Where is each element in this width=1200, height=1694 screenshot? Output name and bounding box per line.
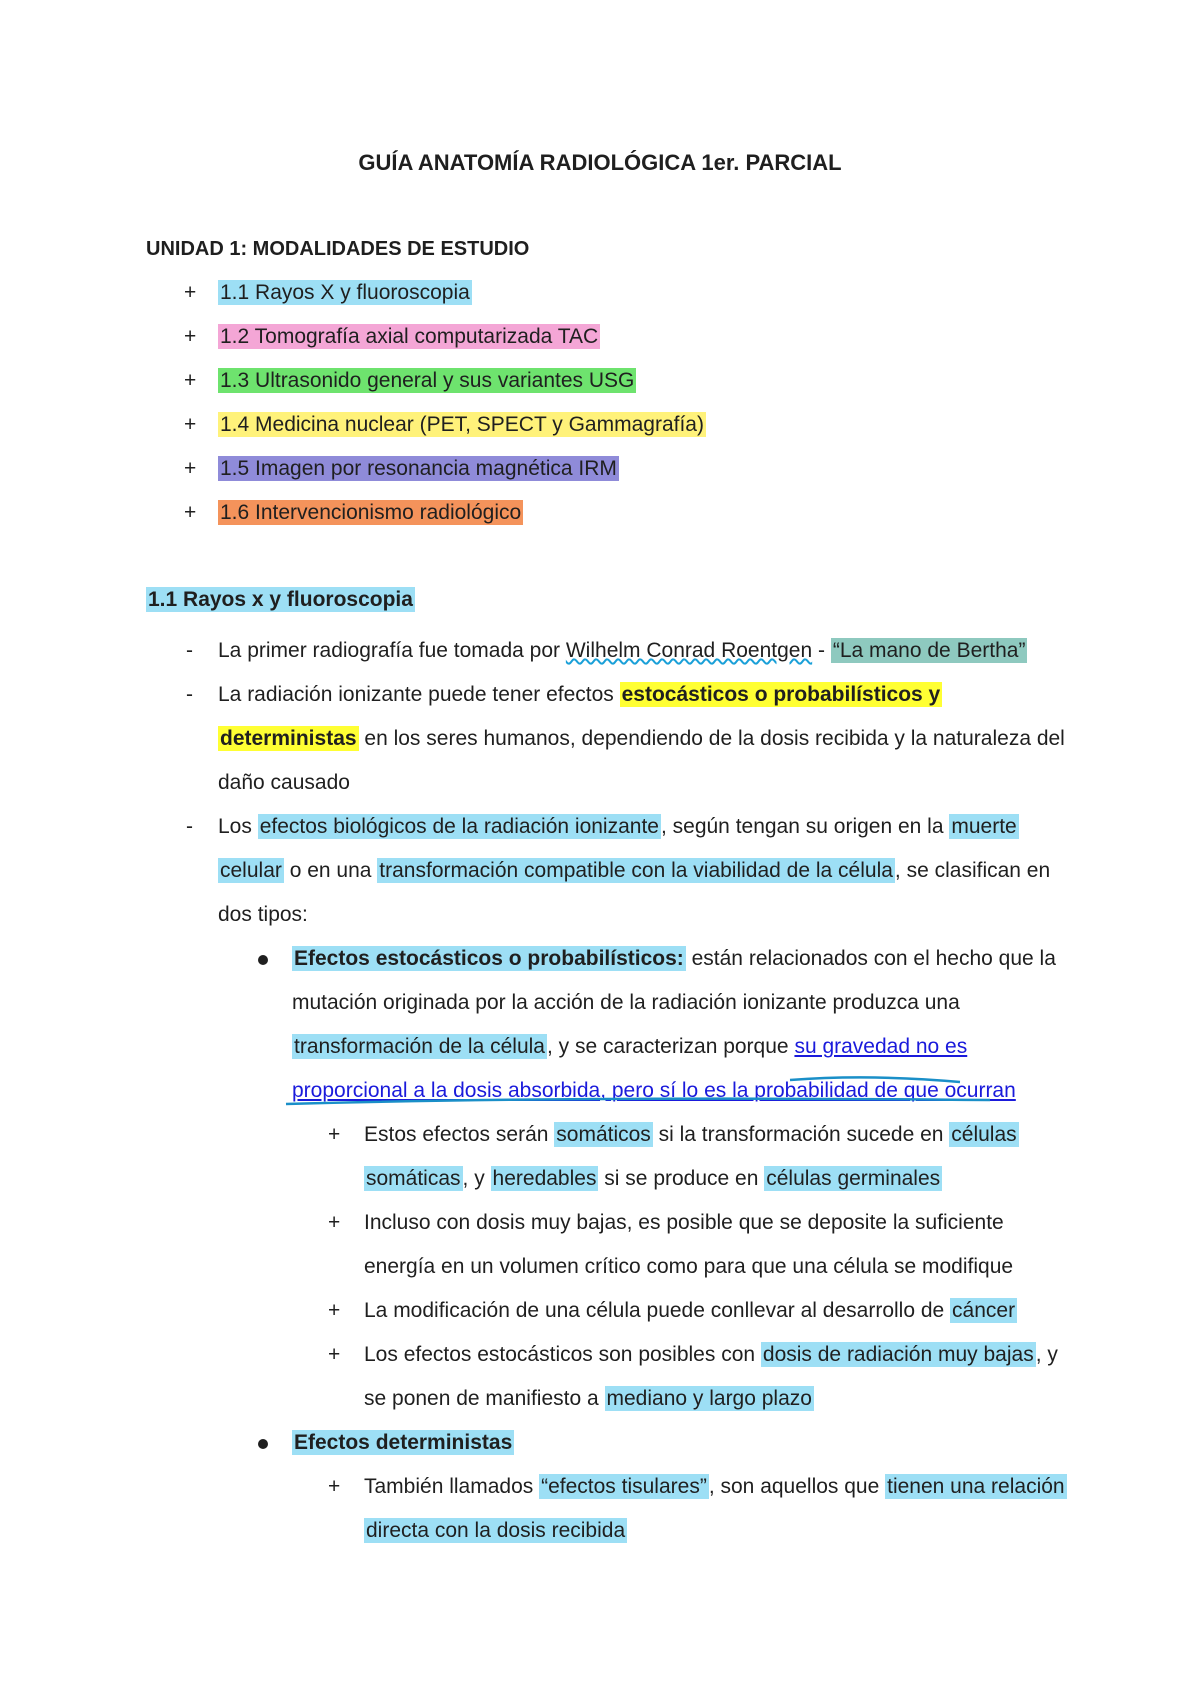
text: La primer radiografía fue tomada por bbox=[218, 639, 566, 662]
text: se ponen de manifiesto a bbox=[364, 1387, 605, 1410]
text: , se clasifican en bbox=[894, 859, 1051, 882]
highlight: muerte bbox=[951, 815, 1017, 838]
text: Los bbox=[218, 815, 258, 838]
topic-bullet: + bbox=[184, 325, 197, 348]
plus-bullet: + bbox=[328, 1343, 341, 1366]
unit-heading: UNIDAD 1: MODALIDADES DE ESTUDIO bbox=[146, 238, 530, 260]
quote-highlight: “La mano de Bertha” bbox=[832, 639, 1026, 662]
topic-bullet: + bbox=[184, 369, 197, 392]
text: , y se caracterizan porque bbox=[546, 1035, 795, 1058]
highlight: células germinales bbox=[766, 1167, 941, 1190]
highlight: efectos biológicos de la radiación ionizante bbox=[259, 815, 659, 838]
text: Estos efectos serán bbox=[364, 1123, 555, 1146]
paragraph-line: mutación originada por la acción de la radiación ionizante produzca una bbox=[292, 991, 960, 1014]
topic-item bbox=[218, 454, 619, 484]
pen-underline bbox=[270, 1052, 1010, 1112]
paragraph-line bbox=[218, 856, 1050, 886]
topic-label: 1.1 Rayos X y fluoroscopia bbox=[220, 281, 470, 304]
topic-item bbox=[218, 498, 523, 528]
text: si la transformación sucede en bbox=[652, 1123, 950, 1146]
paragraph-line: energía en un volumen crítico como para que una célula se modifique bbox=[364, 1255, 1014, 1278]
text: en los seres humanos, dependiendo de la dosis recibida y la naturaleza del bbox=[358, 727, 1065, 750]
topic-bullet: + bbox=[184, 501, 197, 524]
keyword-highlight: deterministas bbox=[220, 727, 357, 750]
paragraph-line bbox=[364, 1472, 1067, 1502]
highlight: directa con la dosis recibida bbox=[366, 1519, 626, 1542]
text: o en una bbox=[283, 859, 378, 882]
section-heading bbox=[146, 585, 415, 615]
paragraph-line bbox=[364, 1516, 627, 1546]
text: La radiación ionizante puede tener efectos bbox=[218, 683, 620, 706]
dash-bullet: - bbox=[186, 683, 193, 706]
roentgen-name: Wilhelm Conrad Roentgen bbox=[565, 639, 813, 662]
text: , según tengan su origen en la bbox=[660, 815, 950, 838]
subsection-label: Efectos estocásticos o probabilísticos: bbox=[294, 947, 684, 970]
topic-bullet: + bbox=[184, 457, 197, 480]
topic-label: 1.2 Tomografía axial computarizada TAC bbox=[220, 325, 599, 348]
paragraph-roentgen bbox=[218, 636, 1027, 666]
paragraph-line bbox=[364, 1384, 814, 1414]
topic-label: 1.6 Intervencionismo radiológico bbox=[220, 501, 522, 524]
highlight: transformación de la célula bbox=[294, 1035, 545, 1058]
paragraph-line bbox=[364, 1340, 1058, 1370]
paragraph-line: Incluso con dosis muy bajas, es posible que se deposite la suficiente bbox=[364, 1211, 1004, 1234]
highlight: celular bbox=[220, 859, 282, 882]
highlight: dosis de radiación muy bajas bbox=[762, 1343, 1034, 1366]
plus-bullet: + bbox=[328, 1211, 341, 1234]
paragraph-line bbox=[218, 680, 942, 710]
highlight: “efectos tisulares” bbox=[541, 1475, 707, 1498]
highlight: transformación compatible con la viabilidad de la célula bbox=[379, 859, 893, 882]
topic-label: 1.3 Ultrasonido general y sus variantes USG bbox=[220, 369, 635, 392]
text: , son aquellos que bbox=[708, 1475, 886, 1498]
paragraph-line bbox=[364, 1120, 1019, 1150]
paragraph-line bbox=[218, 724, 1065, 754]
topic-item bbox=[218, 366, 636, 396]
topic-bullet: + bbox=[184, 281, 197, 304]
text: , y bbox=[1035, 1343, 1058, 1366]
dash-bullet: - bbox=[186, 815, 193, 838]
paragraph-line bbox=[292, 1428, 514, 1458]
topic-item bbox=[218, 278, 472, 308]
round-bullet bbox=[258, 955, 268, 965]
highlight: tienen una relación bbox=[887, 1475, 1065, 1498]
section-heading-text: 1.1 Rayos x y fluoroscopia bbox=[148, 588, 413, 611]
paragraph-line bbox=[364, 1296, 1017, 1326]
keyword-highlight: estocásticos o probabilísticos y bbox=[621, 683, 941, 706]
blue-underline: su gravedad no es bbox=[794, 1035, 968, 1058]
paragraph-line bbox=[292, 944, 1056, 974]
highlight: mediano y largo plazo bbox=[606, 1387, 812, 1410]
blue-underline: proporcional a la dosis absorbida, pero sí lo es la probabilidad de que ocurran bbox=[292, 1079, 1016, 1102]
text: También llamados bbox=[364, 1475, 540, 1498]
paragraph-line: dos tipos: bbox=[218, 903, 308, 926]
highlight: cáncer bbox=[952, 1299, 1016, 1322]
text: si se produce en bbox=[598, 1167, 765, 1190]
plus-bullet: + bbox=[328, 1123, 341, 1146]
topic-item bbox=[218, 322, 600, 352]
topic-bullet: + bbox=[184, 413, 197, 436]
paragraph-line: daño causado bbox=[218, 771, 350, 794]
text: están relacionados con el hecho que la bbox=[685, 947, 1056, 970]
round-bullet bbox=[258, 1439, 268, 1449]
topic-label: 1.5 Imagen por resonancia magnética IRM bbox=[220, 457, 617, 480]
text: La modificación de una célula puede conllevar al desarrollo de bbox=[364, 1299, 951, 1322]
paragraph-line bbox=[364, 1164, 942, 1194]
text: , y bbox=[462, 1167, 491, 1190]
plus-bullet: + bbox=[328, 1475, 341, 1498]
topic-label: 1.4 Medicina nuclear (PET, SPECT y Gammagrafía) bbox=[220, 413, 704, 436]
text: Los efectos estocásticos son posibles con bbox=[364, 1343, 761, 1366]
plus-bullet: + bbox=[328, 1299, 341, 1322]
dash-bullet: - bbox=[186, 639, 193, 662]
highlight: somáticas bbox=[366, 1167, 461, 1190]
subsection-label: Efectos deterministas bbox=[294, 1431, 513, 1454]
highlight: células bbox=[951, 1123, 1017, 1146]
highlight: somáticos bbox=[556, 1123, 651, 1146]
highlight: heredables bbox=[492, 1167, 597, 1190]
page-title: GUÍA ANATOMÍA RADIOLÓGICA 1er. PARCIAL bbox=[358, 150, 842, 175]
text: - bbox=[812, 639, 831, 662]
topic-item bbox=[218, 410, 706, 440]
paragraph-line bbox=[218, 812, 1019, 842]
